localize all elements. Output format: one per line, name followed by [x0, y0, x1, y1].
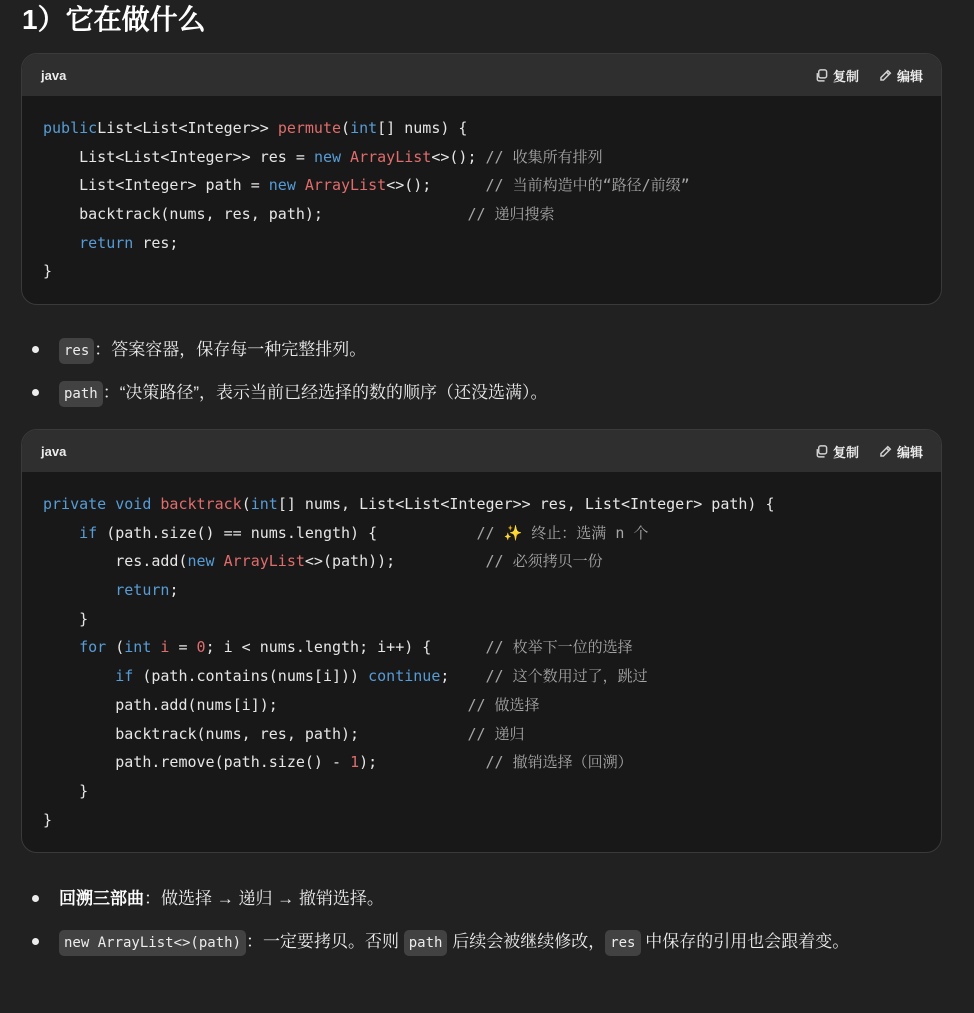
- code-token: }: [79, 609, 89, 628]
- code-line: [43, 605, 920, 634]
- code-comment: // 当前构造中的“路径/前缀”: [485, 176, 690, 195]
- code-token: private: [43, 495, 107, 513]
- copy-button[interactable]: [815, 442, 859, 461]
- code-token: new: [268, 176, 296, 195]
- code-token: if: [79, 523, 98, 542]
- list-item: [29, 376, 929, 409]
- pencil-icon: [879, 69, 892, 82]
- pencil-icon: [879, 445, 892, 458]
- list-item-text: ：“决策路径”，表示当前已经选择的数的顺序（还没选满）。: [102, 383, 548, 402]
- code-token: (path.size() == nums.length) {: [97, 523, 477, 542]
- code-token: permute: [277, 119, 342, 137]
- code-line: [43, 748, 920, 777]
- code-token: continue: [368, 667, 441, 686]
- code-token: ArrayList: [214, 552, 305, 571]
- code-line: [43, 691, 920, 720]
- code-token: res;: [133, 233, 179, 252]
- code-token: int: [250, 495, 278, 513]
- code-token: ;: [169, 581, 179, 600]
- inline-code: new ArrayList<>(path): [59, 930, 246, 956]
- code-line: [43, 777, 920, 806]
- code-token: (: [106, 638, 125, 657]
- list-item: [29, 925, 929, 958]
- code-content: [22, 96, 941, 304]
- edit-label: 编辑: [896, 68, 923, 84]
- code-token: backtrack(nums, res, path);: [115, 724, 468, 743]
- code-line: [43, 200, 920, 229]
- code-line: [43, 720, 920, 749]
- code-line: [43, 547, 920, 576]
- code-token: if: [115, 667, 134, 686]
- code-token: res.add(: [115, 552, 188, 571]
- inline-code: res: [59, 338, 94, 364]
- section-heading: 1）它在做什么: [22, 4, 206, 35]
- code-token: ; i < nums.length; i++) {: [205, 638, 486, 657]
- explanation-list: [29, 333, 929, 409]
- code-line: [43, 171, 920, 200]
- code-block-permute: [21, 53, 942, 305]
- code-token: (path.contains(nums[i])): [133, 667, 369, 686]
- code-token: ArrayList: [295, 176, 387, 195]
- code-token: [] nums) {: [377, 119, 468, 137]
- code-line: [43, 229, 920, 258]
- copy-icon: [815, 69, 828, 82]
- code-comment: // 撤销选择（回溯）: [485, 753, 633, 772]
- code-content: [22, 472, 941, 852]
- code-token: backtrack: [160, 495, 242, 513]
- code-token: ;: [440, 667, 486, 686]
- code-line: [43, 490, 920, 519]
- code-token: void: [115, 495, 152, 513]
- code-token: List<List<Integer>>: [97, 119, 278, 137]
- code-language-label: java: [41, 443, 67, 459]
- code-line: [43, 633, 920, 662]
- code-comment: // 递归搜索: [467, 205, 555, 224]
- code-token: 1: [350, 753, 360, 772]
- list-item-text: 中保存的引用也会跟着变。: [640, 932, 850, 951]
- code-comment: // 递归: [467, 724, 525, 743]
- code-token: return: [115, 581, 170, 600]
- code-token: return: [79, 233, 134, 252]
- copy-icon: [815, 445, 828, 458]
- code-block-backtrack: [21, 429, 942, 853]
- list-item-text: ：答案容器，保存每一种完整排列。: [94, 340, 367, 359]
- code-token: [106, 495, 115, 513]
- code-token: );: [359, 753, 486, 772]
- code-token: int: [124, 638, 152, 657]
- code-line: [43, 519, 920, 548]
- code-comment: // 必须拷贝一份: [485, 552, 603, 571]
- code-token: (: [241, 495, 251, 513]
- code-token: <>(path));: [304, 552, 486, 571]
- code-comment: // ✨ 终止：选满 n 个: [476, 523, 649, 542]
- list-item: [29, 882, 929, 915]
- code-language-label: java: [41, 67, 67, 83]
- code-line: [43, 806, 920, 835]
- code-token: [] nums, List<List<Integer>> res, List<Integer> path) {: [277, 495, 775, 513]
- code-line: [43, 257, 920, 286]
- code-token: }: [43, 810, 53, 829]
- code-token: new: [313, 147, 342, 166]
- code-token: int: [350, 119, 378, 137]
- list-item: [29, 333, 929, 366]
- code-line: [43, 662, 920, 691]
- code-token: }: [79, 781, 89, 800]
- code-token: =: [169, 638, 197, 657]
- code-block-header: [22, 54, 941, 96]
- bold-term: 回溯三部曲: [59, 889, 144, 908]
- copy-label: 复制: [832, 444, 859, 460]
- inline-code: path: [59, 381, 103, 407]
- code-token: }: [43, 262, 53, 281]
- code-comment: // 做选择: [467, 695, 540, 714]
- code-token: new: [187, 552, 215, 571]
- code-token: path.add(nums[i]);: [115, 695, 468, 714]
- code-token: public: [43, 119, 98, 137]
- edit-label: 编辑: [896, 444, 923, 460]
- copy-label: 复制: [832, 68, 859, 84]
- code-token: (: [341, 119, 351, 137]
- code-actions: [815, 66, 923, 85]
- code-token: for: [79, 638, 107, 657]
- edit-button[interactable]: [879, 66, 923, 85]
- notes-list: [29, 882, 929, 958]
- list-item-text: 后续会被继续修改，: [447, 932, 606, 951]
- code-token: List<Integer> path =: [79, 176, 269, 195]
- code-block-header: [22, 430, 941, 472]
- list-item-text: ：一定要拷贝。否则: [246, 932, 404, 951]
- inline-code: res: [605, 930, 640, 956]
- code-token: 0: [196, 638, 206, 657]
- code-token: List<List<Integer>> res =: [79, 147, 314, 166]
- copy-button[interactable]: [815, 66, 859, 85]
- code-line: [43, 114, 920, 143]
- code-token: <>();: [431, 147, 486, 166]
- code-actions: [815, 442, 923, 461]
- code-token: backtrack(nums, res, path);: [79, 205, 468, 224]
- code-token: ArrayList: [341, 147, 432, 166]
- code-token: i: [160, 638, 170, 657]
- list-item-text: ：做选择 → 递归 → 撤销选择。: [144, 889, 384, 908]
- code-line: [43, 576, 920, 605]
- code-comment: // 这个数用过了，跳过: [485, 667, 648, 686]
- code-line: [43, 143, 920, 172]
- code-comment: // 收集所有排列: [485, 147, 603, 166]
- code-comment: // 枚举下一位的选择: [485, 638, 633, 657]
- code-token: <>();: [386, 176, 486, 195]
- code-token: path.remove(path.size() -: [115, 753, 351, 772]
- edit-button[interactable]: [879, 442, 923, 461]
- inline-code: path: [404, 930, 448, 956]
